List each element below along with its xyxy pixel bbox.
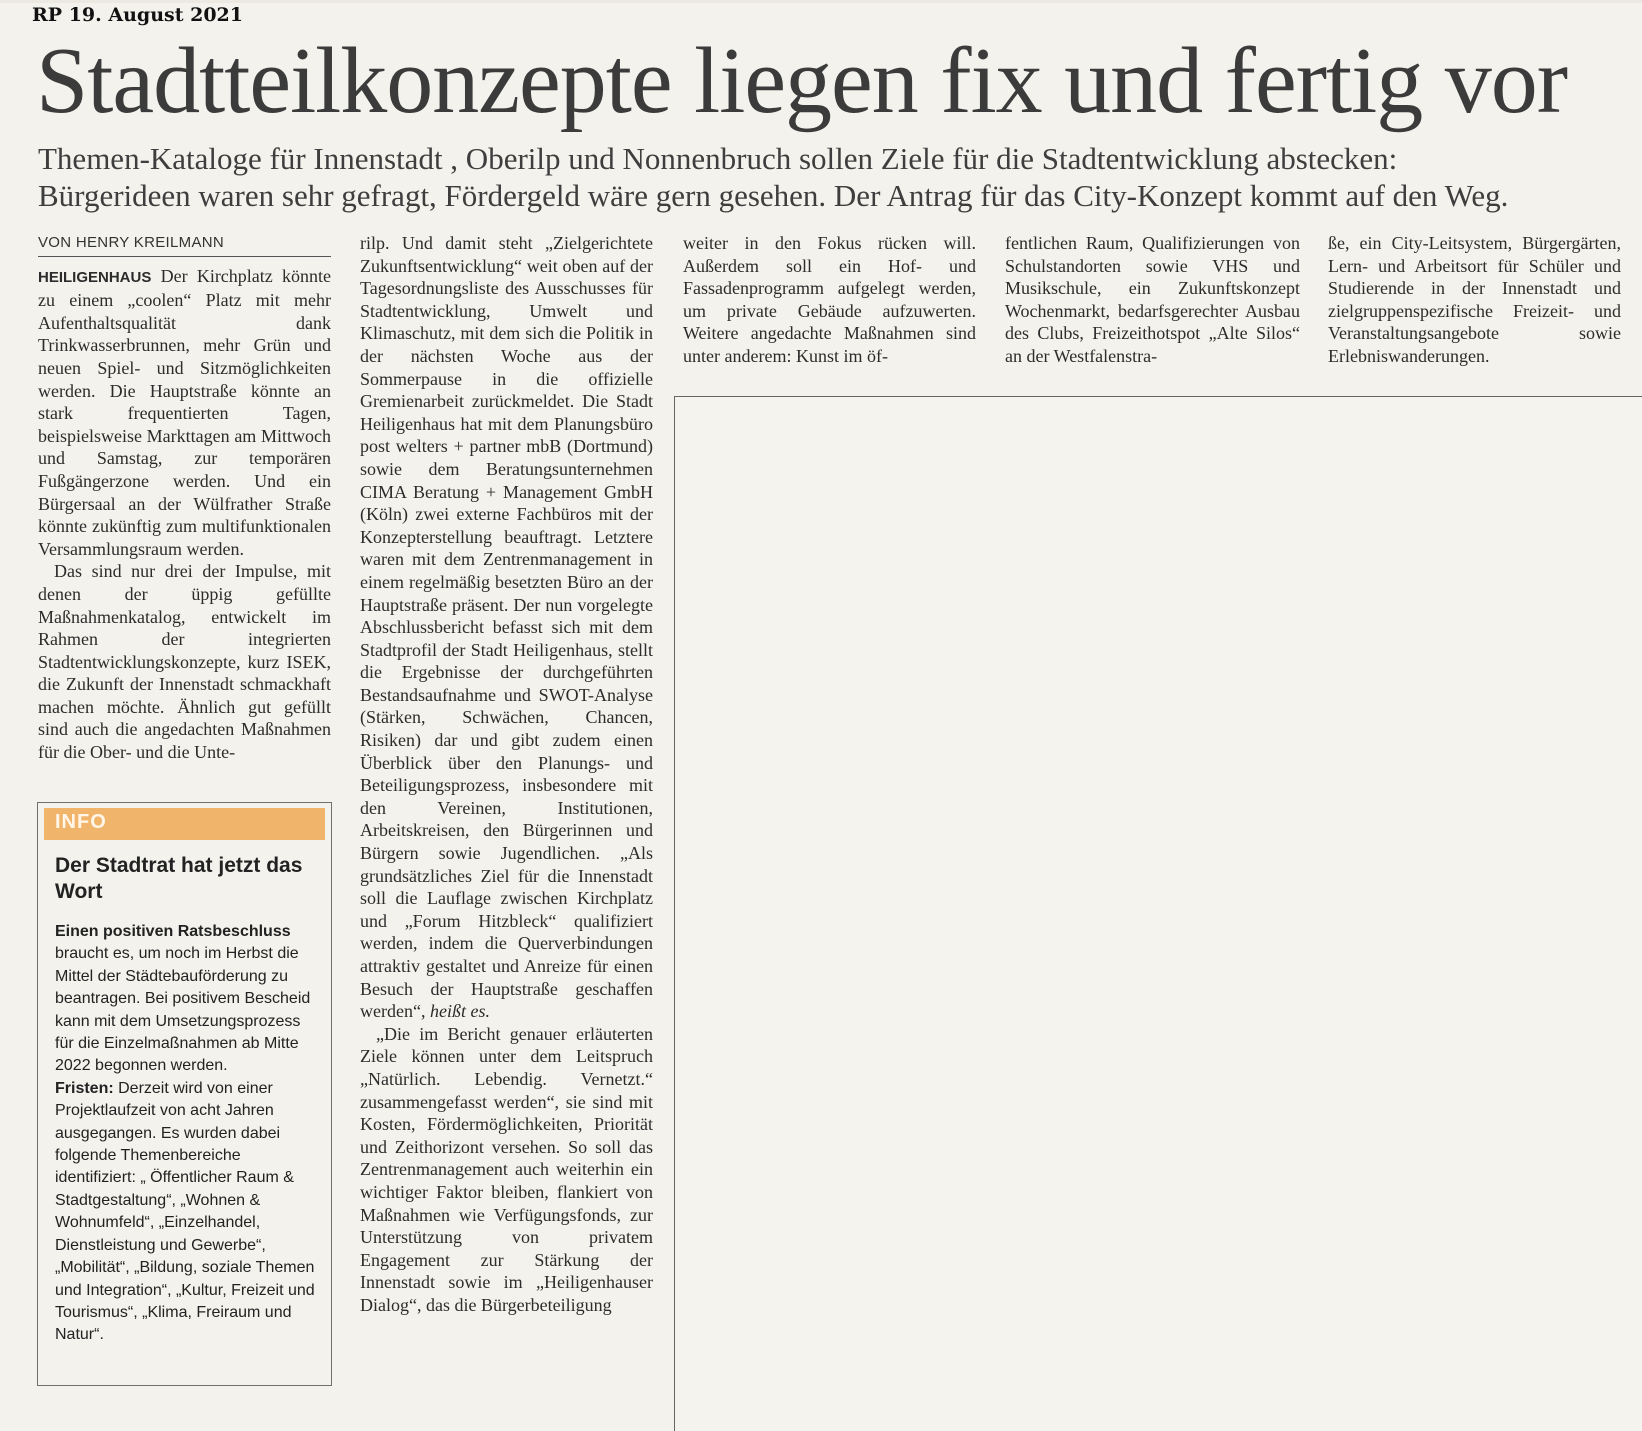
info-fristen-bold: Fristen: [55, 1079, 114, 1097]
article-column-5 [1328, 232, 1621, 368]
paragraph: Das sind nur drei der Impulse, mit denen der üppig gefüllte Maßnahmenkatalog, entwickelt im Rahmen der integrierten Stadtentwicklungskonzepte, kurz ISEK, die Zukunft der Innenstadt schmackhaft machen möchte. Ähnlich gut gefüllt sind auch die angedachten Maßnahmen für die Ober- und die Unte- [38, 561, 331, 763]
info-box [37, 802, 332, 1386]
paragraph [38, 265, 331, 561]
info-body [55, 921, 317, 1347]
paragraph: weiter in den Fokus rücken will. Außerdem soll ein Hof- und Fassadenprogramm aufgelegt werden, um private Gebäude aufzuwerten. Weitere angedachte Maßnahmen sind unter anderem: Kunst im öf- [683, 233, 976, 366]
paragraph: „Die im Bericht genauer erläuterten Ziele können unter dem Leitspruch „Natürlich. Lebendig. Vernetzt.“ zusammengefasst werden“, sie sind mit Kosten, Fördermöglichkeiten, Priorität und Zeithorizont versehen. So soll das Zentrenmanagement auch weiterhin ein wichtiger Faktor bleiben, flankiert von Maßnahmen wie Verfügungsfonds, zur Unterstützung von privatem Engagement zur Stärkung der Innenstadt sowie im „Heiligenhauser Dialog“, das die Bürgerbeteiligung [360, 1023, 653, 1315]
dateline: HEILIGENHAUS [38, 268, 152, 286]
paragraph: fentlichen Raum, Qualifizierungen von Schulstandorten sowie VHS und Musikschule, ein Zukunftskonzept Wochenmarkt, bedarfsgerechter Ausbau des Clubs, Freizeithotspot „Alte Silos“ an der Westfalenstra- [1005, 233, 1300, 366]
info-title: Der Stadtrat hat jetzt das Wort [55, 854, 303, 903]
subheadline-line-1: Themen-Kataloge für Innenstadt , Oberilp und Nonnenbruch sollen Ziele für die Stadtentwicklung abstecken: [38, 141, 1398, 176]
article-column-2 [360, 232, 653, 1317]
article-column-1 [38, 232, 331, 764]
source-date: RP 19. August 2021 [32, 4, 243, 26]
article-column-4 [1005, 232, 1300, 368]
blank-area [674, 396, 1642, 1431]
subheadline-line-2: Bürgerideen waren sehr gefragt, Fördergeld wäre gern gesehen. Der Antrag für das City-Konzept kommt auf den Weg. [38, 178, 1509, 213]
paragraph: ße, ein City-Leitsystem, Bürgergärten, Lern- und Arbeitsort für Schüler und Studierende in der Innenstadt und zielgruppenspezifische Freizeit- und Veranstaltungsangebote sowie Erlebniswanderungen. [1328, 233, 1621, 366]
info-lead-text: braucht es, um noch im Herbst die Mittel der Städtebauförderung zu beantragen. Bei positivem Bescheid kann mit dem Umsetzungsprozess für die Einzelmaßnahmen ab Mitte 2022 begonnen werden. [55, 945, 311, 1075]
info-paragraph [55, 1078, 317, 1347]
info-fristen-text: Derzeit wird von einer Projektlaufzeit von acht Jahren ausgegangen. Es wurden dabei folgende Themenbereiche identifiziert: „ Öffentlicher Raum & Stadtgestaltung“, „Wohnen & Wohnumfeld“, „Einzelhandel, Dienstleistung und Gewerbe“, „Mobilität“, „Bildung, soziale Themen und Integration“, „Kultur, Freizeit und Tourismus“, „Klima, Freiraum und Natur“. [55, 1079, 315, 1344]
info-paragraph [55, 921, 317, 1078]
paragraph [360, 232, 653, 1023]
headline: Stadtteilkonzepte liegen fix und fertig vor [36, 29, 1568, 133]
info-lead-bold: Einen positiven Ratsbeschluss [55, 923, 291, 940]
paragraph-text: rilp. Und damit steht „Zielgerichtete Zukunftsentwicklung“ weit oben auf der Tagesordnungsliste des Ausschusses für Stadtentwicklung, Umwelt und Klimaschutz, mit dem sich die Politik in der nächsten Woche aus der Sommerpause in die offizielle Gremienarbeit zurückmeldet. Die Stadt Heiligenhaus hat mit dem Planungsbüro post welters + partner mbB (Dortmund) sowie dem Beratungsunternehmen CIMA Beratung + Management GmbH (Köln) zwei externe Fachbüros mit der Konzepterstellung beauftragt. Letztere waren mit dem Zentrenmanagement in einem regelmäßig besetzten Büro an der Hauptstraße präsent. Der nun vorgelegte Abschlussbericht befasst sich mit dem Stadtprofil der Stadt Heiligenhaus, stellt die Ergebnisse der durchgeführten Bestandsaufnahme und SWOT-Analyse (Stärken, Schwächen, Chancen, Risiken) dar und gibt zudem einen Überblick über den Planungs- und Beteiligungsprozess, insbesondere mit den Vereinen, Institutionen, Arbeitskreisen, den Bürgerinnen und Bürgern sowie Jugendlichen. „Als grundsätzliches Ziel für die Innenstadt soll die Lauflage zwischen Kirchplatz und „Forum Hitzbleck“ qualifiziert werden, indem die Querverbindungen attraktiv gestaltet und Anreize für einen Besuch der Hauptstraße geschaffen werden“, [360, 233, 653, 1022]
info-label-bar [44, 808, 325, 840]
subheadline [38, 140, 1618, 214]
paragraph-tail: heißt es. [429, 1001, 490, 1022]
article-column-3 [683, 232, 976, 368]
scan-edge-top [0, 0, 1642, 3]
info-label: INFO [55, 811, 107, 833]
byline: VON HENRY KREILMANN [38, 232, 331, 257]
paragraph-text: Der Kirchplatz könnte zu einem „coolen“ Platz mit mehr Aufenthaltsqualität dank Trinkwasserbrunnen, mehr Grün und neuen Spiel- und Sitzmöglichkeiten werden. Die Hauptstraße könnte an stark frequentierten Tagen, beispielsweise Markttagen am Mittwoch und Samstag, zur temporären Fußgängerzone werden. Und ein Bürgersaal an der Wülfrather Straße könnte zukünftig zum multifunktionalen Versammlungsraum werden. [38, 265, 332, 559]
